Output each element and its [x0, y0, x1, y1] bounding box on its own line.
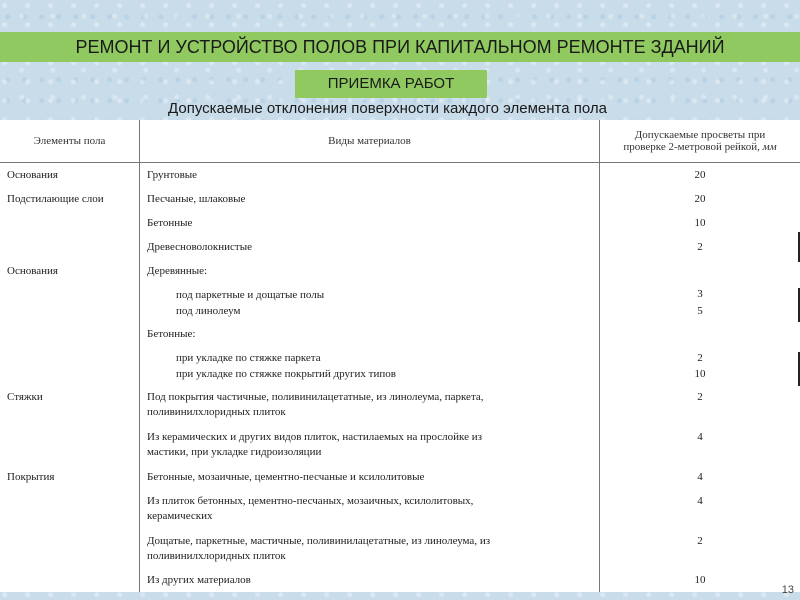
header-tolerance-line1: Допускаемые просветы при — [634, 129, 766, 141]
row-material: керамических — [147, 510, 213, 522]
header-materials: Виды материалов — [140, 120, 599, 163]
row-value: 2 — [697, 352, 703, 364]
row-material: Из керамических и других видов плиток, настилаемых на прослойке из — [147, 431, 482, 443]
row-material: под линолеум — [176, 305, 241, 317]
row-value: 20 — [694, 193, 706, 205]
row-value: 4 — [697, 471, 703, 483]
header-tolerance-text: проверке 2-метровой рейкой, — [623, 141, 760, 153]
row-material: поливинилхлоридных плиток — [147, 550, 286, 562]
row-element: Основания — [7, 169, 58, 181]
row-material: Под покрытия частичные, поливинилацетатные, из линолеума, паркета, — [147, 391, 484, 403]
header-tolerance — [600, 120, 800, 163]
header-tolerance-line2 — [623, 141, 776, 153]
row-value: 4 — [697, 431, 703, 443]
row-value: 10 — [694, 217, 706, 229]
row-material: поливинилхлоридных плиток — [147, 406, 286, 418]
row-material: Древесноволокнистые — [147, 241, 252, 253]
row-material: при укладке по стяжке паркета — [176, 352, 321, 364]
row-value: 4 — [697, 495, 703, 507]
table-caption: Допускаемые отклонения поверхности каждого элемента пола — [168, 100, 607, 117]
row-value: 5 — [697, 305, 703, 317]
row-element: Стяжки — [7, 391, 43, 403]
tolerance-table — [0, 120, 800, 592]
header-tolerance-unit: мм — [762, 141, 777, 153]
row-material: Деревянные: — [147, 265, 208, 277]
row-material: Бетонные — [147, 217, 193, 229]
row-element: Подстилающие слои — [7, 193, 104, 205]
row-material: Из плиток бетонных, цементно-песчаных, мозаичных, ксилолитовых, — [147, 495, 474, 507]
row-value: 2 — [697, 241, 703, 253]
row-material: Песчаные, шлаковые — [147, 193, 246, 205]
slide-subtitle: ПРИЕМКА РАБОТ — [295, 70, 487, 98]
row-material: мастики, при укладке гидроизоляции — [147, 446, 322, 458]
page-number: 13 — [781, 584, 794, 596]
row-value: 10 — [694, 368, 706, 380]
column-divider — [139, 120, 140, 592]
row-material: Бетонные: — [147, 328, 196, 340]
row-value: 3 — [697, 288, 703, 300]
row-value: 20 — [694, 169, 706, 181]
row-element: Основания — [7, 265, 58, 277]
row-value: 2 — [697, 535, 703, 547]
row-value: 2 — [697, 391, 703, 403]
row-material: Из других материалов — [147, 574, 251, 586]
row-material: Бетонные, мозаичные, цементно-песчаные и ксилолитовые — [147, 471, 425, 483]
row-element: Покрытия — [7, 471, 55, 483]
row-material: Грунтовые — [147, 169, 198, 181]
row-material: при укладке по стяжке покрытий других типов — [176, 368, 396, 380]
slide-title: РЕМОНТ И УСТРОЙСТВО ПОЛОВ ПРИ КАПИТАЛЬНОМ РЕМОНТЕ ЗДАНИЙ — [0, 32, 800, 62]
row-material: Дощатые, паркетные, мастичные, поливинилацетатные, из линолеума, из — [147, 535, 491, 547]
row-value: 10 — [694, 574, 706, 586]
row-material: под паркетные и дощатые полы — [176, 289, 325, 301]
header-elements: Элементы пола — [0, 120, 139, 163]
